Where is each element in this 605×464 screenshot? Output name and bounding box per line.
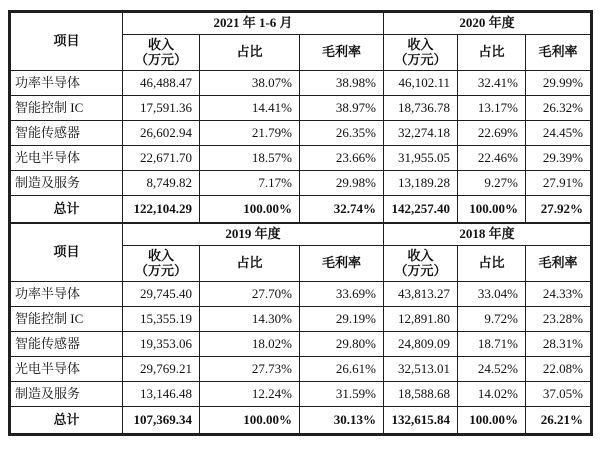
table-row <box>11 146 591 171</box>
value-cell: 19,353.06 <box>123 332 200 357</box>
value-cell: 18.57% <box>200 146 300 171</box>
value-cell: 23.66% <box>300 146 384 171</box>
value-cell: 27.91% <box>526 171 591 196</box>
value-cell: 38.98% <box>300 71 384 96</box>
value-cell: 18,588.68 <box>384 382 458 407</box>
item-cell: 光电半导体 <box>11 146 123 171</box>
value-cell: 26.32% <box>526 96 591 121</box>
total-value-cell: 30.13% <box>300 407 384 434</box>
value-cell: 31,955.05 <box>384 146 458 171</box>
income-header-line2: （万元） <box>134 262 187 278</box>
total-value-cell: 132,615.84 <box>384 407 458 434</box>
revenue-breakdown-table <box>8 10 593 436</box>
value-cell: 22,671.70 <box>123 146 200 171</box>
item-column-header: 项目 <box>11 13 123 71</box>
value-cell: 28.31% <box>526 332 591 357</box>
income-header <box>384 35 458 71</box>
value-cell: 18.02% <box>200 332 300 357</box>
value-cell: 15,355.19 <box>123 307 200 332</box>
table-row <box>11 382 591 407</box>
table-section-2019-2018 <box>10 223 591 434</box>
total-value-cell: 142,257.40 <box>384 196 458 223</box>
income-header-line1: 收入 <box>147 36 174 52</box>
value-cell: 8,749.82 <box>123 171 200 196</box>
value-cell: 24.45% <box>526 121 591 146</box>
value-cell: 29,745.40 <box>123 282 200 307</box>
table-row <box>11 282 591 307</box>
total-value-cell: 100.00% <box>458 196 526 223</box>
value-cell: 29.98% <box>300 171 384 196</box>
value-cell: 9.72% <box>458 307 526 332</box>
period-header-2019: 2019 年度 <box>123 224 384 246</box>
value-cell: 46,102.11 <box>384 71 458 96</box>
value-cell: 32,274.18 <box>384 121 458 146</box>
item-column-header: 项目 <box>11 224 123 282</box>
income-header-line2: （万元） <box>134 51 187 67</box>
value-cell: 17,591.36 <box>123 96 200 121</box>
total-label: 总计 <box>11 196 123 223</box>
item-cell: 功率半导体 <box>11 71 123 96</box>
value-cell: 29,769.21 <box>123 357 200 382</box>
margin-header: 毛利率 <box>526 35 591 71</box>
value-cell: 22.08% <box>526 357 591 382</box>
table-row <box>11 96 591 121</box>
value-cell: 22.46% <box>458 146 526 171</box>
value-cell: 14.30% <box>200 307 300 332</box>
value-cell: 27.73% <box>200 357 300 382</box>
table-row <box>11 357 591 382</box>
item-cell: 智能传感器 <box>11 121 123 146</box>
period-header-2020: 2020 年度 <box>384 13 591 35</box>
value-cell: 46,488.47 <box>123 71 200 96</box>
value-cell: 32.41% <box>458 71 526 96</box>
table-row <box>11 121 591 146</box>
total-value-cell: 27.92% <box>526 196 591 223</box>
item-cell: 智能控制 IC <box>11 307 123 332</box>
item-cell: 智能传感器 <box>11 332 123 357</box>
total-value-cell: 107,369.34 <box>123 407 200 434</box>
value-cell: 18,736.78 <box>384 96 458 121</box>
income-header <box>123 35 200 71</box>
value-cell: 22.69% <box>458 121 526 146</box>
value-cell: 27.70% <box>200 282 300 307</box>
total-row <box>11 196 591 223</box>
value-cell: 38.97% <box>300 96 384 121</box>
value-cell: 24.33% <box>526 282 591 307</box>
value-cell: 7.17% <box>200 171 300 196</box>
income-header-line2: （万元） <box>394 262 447 278</box>
item-cell: 光电半导体 <box>11 357 123 382</box>
value-cell: 32,513.01 <box>384 357 458 382</box>
table-row <box>11 307 591 332</box>
value-cell: 29.80% <box>300 332 384 357</box>
total-value-cell: 100.00% <box>200 407 300 434</box>
value-cell: 37.05% <box>526 382 591 407</box>
share-header: 占比 <box>200 246 300 282</box>
table-section-2021-2020 <box>10 12 591 223</box>
value-cell: 29.99% <box>526 71 591 96</box>
total-value-cell: 100.00% <box>200 196 300 223</box>
income-header-line1: 收入 <box>407 36 434 52</box>
income-header <box>384 246 458 282</box>
value-cell: 9.27% <box>458 171 526 196</box>
item-cell: 智能控制 IC <box>11 96 123 121</box>
value-cell: 29.39% <box>526 146 591 171</box>
value-cell: 31.59% <box>300 382 384 407</box>
margin-header: 毛利率 <box>300 246 384 282</box>
share-header: 占比 <box>200 35 300 71</box>
total-value-cell: 32.74% <box>300 196 384 223</box>
table-row <box>11 171 591 196</box>
value-cell: 26.61% <box>300 357 384 382</box>
item-cell: 功率半导体 <box>11 282 123 307</box>
value-cell: 26,602.94 <box>123 121 200 146</box>
item-cell: 制造及服务 <box>11 382 123 407</box>
value-cell: 13,146.48 <box>123 382 200 407</box>
share-header: 占比 <box>458 246 526 282</box>
table-row <box>11 71 591 96</box>
value-cell: 43,813.27 <box>384 282 458 307</box>
margin-header: 毛利率 <box>526 246 591 282</box>
total-row <box>11 407 591 434</box>
total-value-cell: 122,104.29 <box>123 196 200 223</box>
total-value-cell: 26.21% <box>526 407 591 434</box>
value-cell: 14.41% <box>200 96 300 121</box>
income-header-line1: 收入 <box>407 247 434 263</box>
total-label: 总计 <box>11 407 123 434</box>
period-header-2018: 2018 年度 <box>384 224 591 246</box>
value-cell: 12,891.80 <box>384 307 458 332</box>
share-header: 占比 <box>458 35 526 71</box>
value-cell: 26.35% <box>300 121 384 146</box>
margin-header: 毛利率 <box>300 35 384 71</box>
value-cell: 24,809.09 <box>384 332 458 357</box>
period-header-2021: 2021 年 1-6 月 <box>123 13 384 35</box>
value-cell: 24.52% <box>458 357 526 382</box>
value-cell: 38.07% <box>200 71 300 96</box>
value-cell: 21.79% <box>200 121 300 146</box>
income-header-line2: （万元） <box>394 51 447 67</box>
table-row <box>11 332 591 357</box>
value-cell: 29.19% <box>300 307 384 332</box>
value-cell: 23.28% <box>526 307 591 332</box>
income-header <box>123 246 200 282</box>
item-cell: 制造及服务 <box>11 171 123 196</box>
value-cell: 18.71% <box>458 332 526 357</box>
total-value-cell: 100.00% <box>458 407 526 434</box>
value-cell: 33.69% <box>300 282 384 307</box>
value-cell: 12.24% <box>200 382 300 407</box>
value-cell: 13,189.28 <box>384 171 458 196</box>
value-cell: 13.17% <box>458 96 526 121</box>
income-header-line1: 收入 <box>147 247 174 263</box>
value-cell: 33.04% <box>458 282 526 307</box>
value-cell: 14.02% <box>458 382 526 407</box>
